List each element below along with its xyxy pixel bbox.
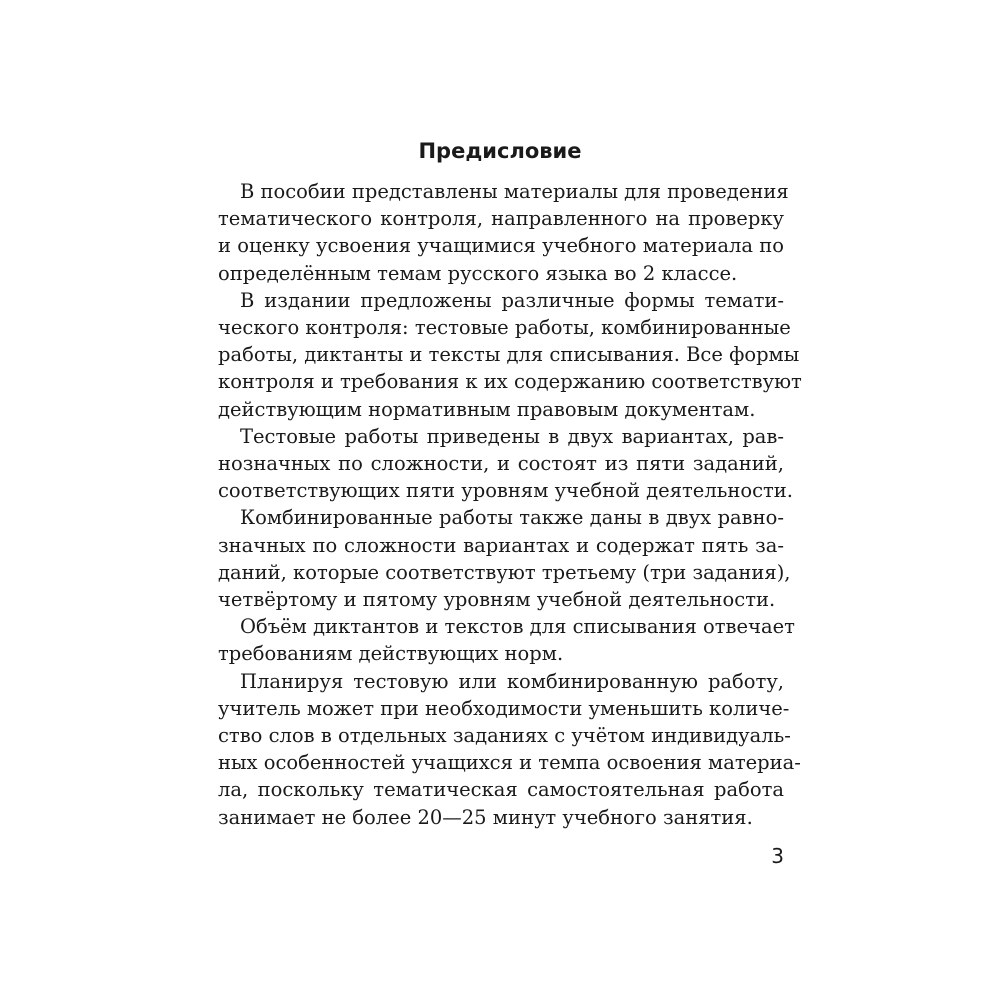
text-line: соответствующих пяти уровням учебной деятельности. bbox=[218, 479, 793, 503]
text-line: нозначных по сложности, и состоят из пяти заданий, bbox=[218, 452, 784, 476]
page-title: Предисловие bbox=[418, 139, 582, 163]
text-line: работы, диктанты и тексты для списывания. Все формы bbox=[218, 343, 800, 367]
text-line: действующим нормативным правовым документам. bbox=[218, 397, 756, 421]
page-number: 3 bbox=[771, 844, 784, 868]
text-line: В пособии представлены материалы для проведения bbox=[240, 180, 789, 203]
text-line: учитель может при необходимости уменьшить количе- bbox=[218, 696, 790, 720]
text-line: ных особенностей учащихся и темпа освоения материа- bbox=[218, 751, 801, 775]
text-line: ла, поскольку тематическая самостоятельная работа bbox=[218, 778, 784, 802]
text-line: Планируя тестовую или комбинированную работу, bbox=[240, 669, 784, 693]
text-line: Комбинированные работы также даны в двух равно- bbox=[240, 506, 784, 530]
text-line: Тестовые работы приведены в двух вариантах, рав- bbox=[240, 424, 784, 448]
text-line: четвёртому и пятому уровням учебной деятельности. bbox=[218, 588, 776, 612]
text-line: ческого контроля: тестовые работы, комбинированные bbox=[218, 316, 791, 340]
text-line: В издании предложены различные формы темати- bbox=[240, 288, 784, 312]
text-line: определённым темам русского языка во 2 классе. bbox=[218, 261, 738, 285]
text-line: требованиям действующих норм. bbox=[218, 642, 564, 666]
text-line: даний, которые соответствуют третьему (три задания), bbox=[218, 560, 791, 584]
text-line: и оценку усвоения учащимися учебного материала по bbox=[218, 234, 784, 258]
text-line: контроля и требования к их содержанию соответствуют bbox=[218, 370, 802, 394]
text-line: значных по сложности вариантах и содержат пять за- bbox=[218, 533, 784, 557]
text-line: занимает не более 20—25 минут учебного занятия. bbox=[218, 805, 753, 829]
preface-text bbox=[218, 178, 802, 831]
text-line: ство слов в отдельных заданиях с учётом индивидуаль- bbox=[218, 724, 791, 748]
text-line: тематического контроля, направленного на проверку bbox=[218, 207, 784, 231]
text-line: Объём диктантов и текстов для списывания отвечает bbox=[240, 615, 795, 639]
